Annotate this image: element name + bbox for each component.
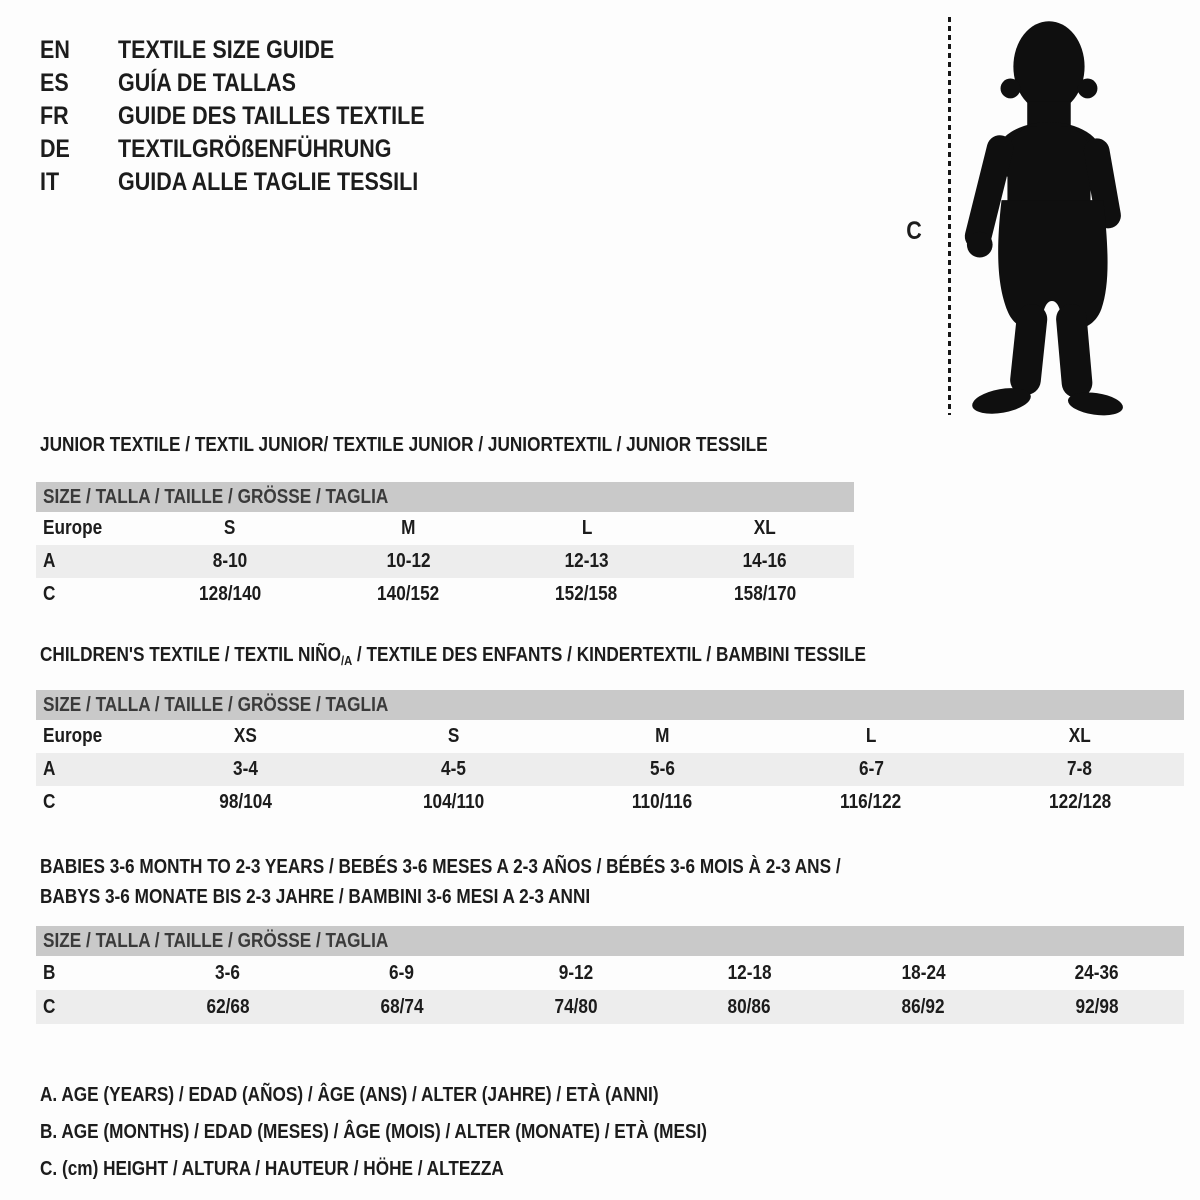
value-cell xyxy=(141,550,319,573)
value-cell xyxy=(350,791,559,814)
legend-line-a xyxy=(40,1077,816,1114)
table-row xyxy=(36,512,854,545)
value-cell xyxy=(767,758,976,781)
table-row xyxy=(36,956,1184,990)
value-cell xyxy=(558,791,767,814)
value-cell xyxy=(141,583,319,606)
size-header-text: SIZE / TALLA / TAILLE / GRÖSSE / TAGLIA xyxy=(43,930,389,952)
row-label: A xyxy=(43,550,56,572)
value-cell xyxy=(676,583,854,606)
size-header-text: SIZE / TALLA / TAILLE / GRÖSSE / TAGLIA xyxy=(43,694,389,716)
value-text: 6-9 xyxy=(389,961,415,984)
size-column-cell xyxy=(676,517,854,540)
size-column-cell xyxy=(498,517,676,540)
language-code xyxy=(40,166,118,199)
row-label: A xyxy=(43,758,56,780)
value-text: 92/98 xyxy=(1075,995,1119,1018)
size-column-cell xyxy=(319,517,497,540)
table-row xyxy=(36,990,1184,1024)
size-column-label: L xyxy=(581,517,592,539)
value-cell xyxy=(836,962,1010,985)
guide-title xyxy=(118,133,436,166)
row-label: C xyxy=(43,791,56,813)
language-row-fr xyxy=(40,100,475,133)
value-cell xyxy=(836,996,1010,1019)
value-cell xyxy=(498,550,676,573)
value-cell xyxy=(350,758,559,781)
legend-line-c-text: C. (cm) HEIGHT / ALTURA / HAUTEUR / HÖHE / ALTEZZA xyxy=(40,1158,504,1180)
guide-title-text: TEXTILGRÖßENFÜHRUNG xyxy=(118,135,392,163)
row-label: B xyxy=(43,961,56,984)
table-row xyxy=(36,545,854,578)
babies-size-table xyxy=(36,926,1184,1024)
region-cell xyxy=(36,517,141,540)
row-label-cell xyxy=(36,583,141,606)
value-cell xyxy=(319,550,497,573)
value-cell xyxy=(676,550,854,573)
height-measure-dashed-line xyxy=(948,17,951,415)
language-row-es xyxy=(40,67,475,100)
language-code-text: ES xyxy=(40,69,69,97)
size-column-label: M xyxy=(401,517,416,539)
value-cell xyxy=(319,583,497,606)
value-text: 8-10 xyxy=(212,550,248,572)
value-text: 24-36 xyxy=(1075,961,1120,984)
language-code xyxy=(40,34,118,67)
size-header-bar xyxy=(36,482,854,512)
row-label-cell xyxy=(36,758,141,781)
title-rest: / TEXTILE DES ENFANTS / KINDERTEXTIL / BAMBINI TESSILE xyxy=(352,644,866,666)
language-code xyxy=(40,133,118,166)
size-column-cell xyxy=(558,725,767,748)
value-cell xyxy=(489,996,663,1019)
value-cell xyxy=(975,758,1184,781)
language-code-text: FR xyxy=(40,102,69,130)
guide-title-text: GUIDA ALLE TAGLIE TESSILI xyxy=(118,168,419,196)
value-cell xyxy=(975,791,1184,814)
babies-section-title xyxy=(40,852,971,912)
value-cell xyxy=(662,962,836,985)
value-text: 18-24 xyxy=(901,961,946,984)
size-column-label: S xyxy=(448,725,460,747)
babies-title-line2 xyxy=(40,882,971,912)
row-label-cell xyxy=(36,550,141,573)
value-text: 110/116 xyxy=(632,791,693,813)
value-text: 116/122 xyxy=(840,791,902,813)
value-text: 5-6 xyxy=(650,758,675,780)
height-measure-label-text: C xyxy=(906,217,922,245)
size-column-cell xyxy=(975,725,1184,748)
value-text: 14-16 xyxy=(742,550,787,572)
language-code-text: IT xyxy=(40,168,60,196)
row-label: C xyxy=(43,583,56,605)
size-column-cell xyxy=(141,725,350,748)
value-text: 12-18 xyxy=(727,961,772,984)
value-cell xyxy=(141,962,315,985)
value-text: 4-5 xyxy=(441,758,467,780)
language-row-de xyxy=(40,133,475,166)
value-cell xyxy=(498,583,676,606)
region-label: Europe xyxy=(43,725,103,747)
legend-line-a-text: A. AGE (YEARS) / EDAD (AÑOS) / ÂGE (ANS) / ALTER (JAHRE) / ETÀ (ANNI) xyxy=(40,1084,659,1106)
size-column-label: XL xyxy=(1068,725,1091,747)
junior-section-title xyxy=(40,434,886,456)
value-cell xyxy=(489,962,663,985)
value-cell xyxy=(141,758,350,781)
value-cell xyxy=(662,996,836,1019)
guide-title xyxy=(118,100,475,133)
value-text: 6-7 xyxy=(858,758,884,780)
value-text: 3-4 xyxy=(232,758,258,780)
children-section-title xyxy=(40,644,1000,672)
value-cell xyxy=(141,791,350,814)
title-sub: /A xyxy=(340,653,353,668)
babies-title-line2-text: BABYS 3-6 MONATE BIS 2-3 JAHRE / BAMBINI 3-6 MESI A 2-3 ANNI xyxy=(40,886,591,908)
size-column-cell xyxy=(350,725,559,748)
size-column-cell xyxy=(767,725,976,748)
table-row xyxy=(36,720,1184,753)
junior-size-table xyxy=(36,482,854,611)
language-code xyxy=(40,67,118,100)
value-text: 128/140 xyxy=(199,583,262,605)
size-column-cell xyxy=(141,517,319,540)
height-measure-label xyxy=(905,217,923,246)
value-cell xyxy=(558,758,767,781)
value-text: 74/80 xyxy=(554,995,598,1018)
guide-title-text: GUIDE DES TAILLES TEXTILE xyxy=(118,102,425,130)
guide-title xyxy=(118,67,325,100)
size-column-label: XL xyxy=(753,517,776,539)
children-section-title-text xyxy=(40,644,866,672)
value-text: 3-6 xyxy=(215,961,241,984)
value-cell xyxy=(1010,996,1184,1019)
value-text: 98/104 xyxy=(218,791,272,813)
toddler-silhouette-icon xyxy=(958,15,1136,417)
row-label-cell xyxy=(36,996,141,1019)
value-text: 152/158 xyxy=(555,583,618,605)
value-cell xyxy=(767,791,976,814)
row-label: C xyxy=(43,995,56,1018)
babies-title-line1-text: BABIES 3-6 MONTH TO 2-3 YEARS / BEBÉS 3-6 MESES A 2-3 AÑOS / BÉBÉS 3-6 MOIS À 2-3 ANS / xyxy=(40,856,841,878)
value-text: 68/74 xyxy=(380,995,424,1018)
babies-title-line1 xyxy=(40,852,971,882)
table-row xyxy=(36,786,1184,819)
legend-line-b xyxy=(40,1114,816,1151)
value-text: 122/128 xyxy=(1048,791,1111,813)
value-text: 62/68 xyxy=(206,995,250,1018)
size-header-bar xyxy=(36,926,1184,956)
value-cell xyxy=(1010,962,1184,985)
size-header-bar xyxy=(36,690,1184,720)
legend-line-c xyxy=(40,1151,816,1188)
guide-title-text: GUÍA DE TALLAS xyxy=(118,69,296,97)
value-text: 158/170 xyxy=(733,583,796,605)
value-cell xyxy=(141,996,315,1019)
language-code xyxy=(40,100,118,133)
value-cell xyxy=(315,962,489,985)
row-label-cell xyxy=(36,791,141,814)
region-label: Europe xyxy=(43,517,103,539)
value-text: 7-8 xyxy=(1067,758,1093,780)
size-column-label: L xyxy=(865,725,877,747)
language-title-block xyxy=(40,34,475,199)
size-column-label: S xyxy=(224,517,236,539)
region-cell xyxy=(36,725,141,748)
value-text: 12-13 xyxy=(564,550,609,572)
table-row xyxy=(36,753,1184,786)
children-size-table xyxy=(36,690,1184,819)
legend-line-b-text: B. AGE (MONTHS) / EDAD (MESES) / ÂGE (MOIS) / ALTER (MONATE) / ETÀ (MESI) xyxy=(40,1121,707,1143)
language-row-en xyxy=(40,34,475,67)
size-column-label: XS xyxy=(233,725,257,747)
guide-title xyxy=(118,34,369,67)
junior-section-title-text: JUNIOR TEXTILE / TEXTIL JUNIOR/ TEXTILE JUNIOR / JUNIORTEXTIL / JUNIOR TESSILE xyxy=(40,434,768,456)
value-text: 9-12 xyxy=(558,961,593,984)
language-code-text: EN xyxy=(40,36,70,64)
title-main: CHILDREN'S TEXTILE / TEXTIL NIÑO xyxy=(40,644,341,666)
value-text: 86/92 xyxy=(901,995,945,1018)
guide-title xyxy=(118,166,467,199)
value-text: 10-12 xyxy=(386,550,431,572)
value-cell xyxy=(315,996,489,1019)
language-row-it xyxy=(40,166,475,199)
size-column-label: M xyxy=(655,725,670,747)
size-header-text: SIZE / TALLA / TAILLE / GRÖSSE / TAGLIA xyxy=(43,486,389,508)
row-label-cell xyxy=(36,962,141,985)
value-text: 80/86 xyxy=(727,995,771,1018)
value-text: 140/152 xyxy=(377,583,440,605)
guide-title-text: TEXTILE SIZE GUIDE xyxy=(118,36,335,64)
value-text: 104/110 xyxy=(423,791,485,813)
language-code-text: DE xyxy=(40,135,70,163)
measure-legend xyxy=(40,1077,816,1188)
table-row xyxy=(36,578,854,611)
